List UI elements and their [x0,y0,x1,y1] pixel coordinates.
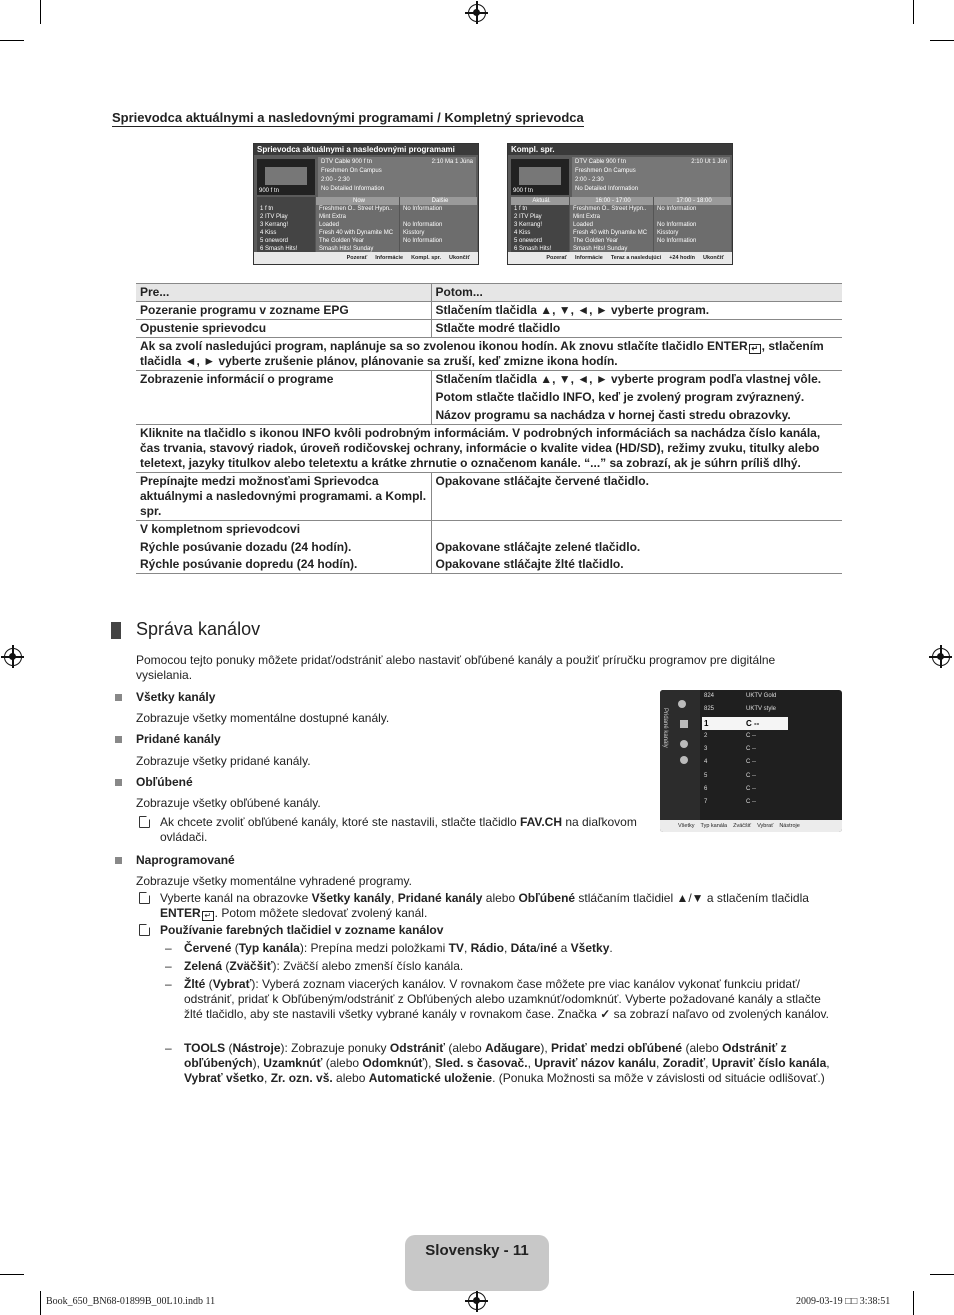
note-icon [139,924,150,936]
epg-row[interactable]: 1 f tn Freshmen O.. Street Hypn.. No Information [511,205,731,213]
dash: – [165,977,172,991]
side-label: Pridané kanály [662,708,668,748]
table-cell: Stlačením tlačidla ▲, ▼, ◄, ► vyberte program podľa vlastnej vôle. Potom stlačte tlačidlo INFO, keď je zvolený program zvýraznený. Názov programu sa nachádza v hornej časti stredu obrazovky. [431,371,842,425]
bullet-square [115,736,122,743]
footer-watch[interactable]: Pozerať [346,255,368,261]
note-select-channel: Vyberte kanál na obrazovke Všetky kanály, Pridané kanály alebo Obľúbené stláčaním tlačidiel ▲/▼ a stlačením tlačidla ENTER ↵ . Potom môžete sledovať zvolený kanál. [160,891,809,920]
list-item[interactable]: 4 C -- [704,759,756,766]
epg-grid [511,197,731,253]
info-title: Freshmen On Campus [321,168,382,174]
note-icon [139,816,150,828]
footer-tools[interactable]: Nástroje [779,823,800,829]
thumb-label: 900 f tn [259,188,280,194]
info-hours: 2:00 - 2:30 [575,177,604,183]
list-item-selected[interactable]: 1 C -- [702,717,788,730]
enter-icon: ↵ [202,911,214,921]
note-icon [139,892,150,904]
bullet-tools: TOOLS (Nástroje): Zobrazuje ponuky Odstrániť (alebo Adăugare), Pridať medzi obľúbené (alebo Odstrániť z obľúbených), Uzamknúť (alebo Odomknúť), Sled. s časovač., Upraviť názov kanálu, Zoradiť, Upraviť číslo kanála, Vybrať všetko, Zr. ozn. vš. alebo Automatické uloženie. (Ponuka Možnosti sa môže v závislosti od situácie odlišovať.) [184,1041,830,1085]
list-item[interactable]: 3 C -- [704,746,756,753]
thumb-label: 900 f tn [513,188,534,194]
table-cell: Zobrazenie informácií o programe [136,371,431,425]
footer-full-guide[interactable]: Kompl. spr. [411,255,442,261]
dash: – [165,941,172,955]
add-icon [680,720,688,728]
clock-icon [680,756,688,764]
footer-timestamp: 2009-03-19 □□ 3:38:51 [796,1296,891,1307]
section-title: Sprievodca aktuálnymi a nasledovnými programami / Kompletný sprievodca [112,110,584,125]
list-item[interactable]: 5 C -- [704,772,756,779]
channel-list [702,690,842,810]
bullet-square [115,857,122,864]
epg-row[interactable]: 6 Smash Hits! Smash Hits! Sunday [511,245,731,253]
epg-row[interactable]: 1 f tn Freshmen O.. Street Hypn.. No Information [257,205,477,213]
item-all-desc: Zobrazuje všetky momentálne dostupné kanály. [136,711,390,725]
bullet-yellow: Žlté (Vybrať): Vyberá zoznam viacerých kanálov. V rovnakom čase môžete pre viac kanálov vykonať funkciu pridať/ odstrániť, pridať k Obľúbeným/odstrániť z Obľúbených alebo uzamknúť/odomknúť. Vyberte požadované kanály a stlačte žlté tlačidlo, aby ste nastavili všetky vybrané kanály v rovnakom čase. Značka ✓ sa zobrazí naľavo od zvolených kanálov. [184,977,829,1021]
dash: – [165,959,172,973]
list-item[interactable]: 825 UKTV style [704,706,777,713]
channel-list-screen [660,690,842,832]
registration-mark-left [4,648,22,666]
all-channels-icon [678,700,686,708]
table-cell: Stlačte modré tlačidlo [431,320,842,338]
table-cell: Prepínajte medzi možnosťami Sprievodca aktuálnymi a nasledovnými programami. a Kompl. spr. [136,473,431,521]
table-head-left: Pre... [136,284,431,302]
epg-screen-title: Kompl. spr. [508,144,732,155]
info-title: Freshmen On Campus [575,168,636,174]
table-span-note: Kliknite na tlačidlo s ikonou INFO kvôli podrobným informáciám. V podrobných informáciách sa nachádza číslo kanála, čas trvania, stavový riadok, úroveň rodičovskej ochrany, informácie o kvalite videa (HD/SD), režimy zvuku, titulky alebo teletext, jazyky titulkov alebo teletextu a krátke zhrnutie o označenom kanále. “...” sa zobrazí, ak je súhrn príliš dlhý. [136,425,842,473]
table-cell: Pozeranie programu v zozname EPG [136,302,431,320]
footer-file-info: Book_650_BN68-01899B_00L10.indb 11 [46,1296,216,1307]
col-current: Aktuál. [511,197,569,205]
footer-exit[interactable]: Ukončiť [703,255,724,261]
footer-type[interactable]: Typ kanála [700,823,728,829]
table-cell: V kompletnom sprievodcovi Rýchle posúvanie dozadu (24 hodín). Rýchle posúvanie dopredu (24 hodín). [136,521,431,574]
info-channel: DTV Cable 900 f tn [321,159,373,165]
epg-footer [254,252,478,264]
info-detail: No Detailed Information [321,186,385,192]
bullet-square [115,694,122,701]
note-color-buttons: Používanie farebných tlačidiel v zozname kanálov [160,923,444,937]
guide-table [136,283,842,574]
epg-row[interactable]: 4 Kiss Fresh 40 with Dynamite MC Kisstory [257,229,477,237]
bullet-green: Zelená (Zväčšiť): Zväčší alebo zmenší číslo kanála. [184,959,464,973]
item-prog-desc: Zobrazuje všetky momentálne vyhradené programy. [136,874,412,888]
info-time: 2:10 Ut 1 Jún [691,159,727,165]
item-added-desc: Zobrazuje všetky pridané kanály. [136,754,311,768]
list-item[interactable]: 7 C -- [704,799,756,806]
page-label: Slovensky - 11 [405,1235,549,1291]
epg-row[interactable]: 2 ITV Play Mint Extra [511,213,731,221]
footer-all[interactable]: Všetky [678,823,695,829]
table-span-note: Ak sa zvolí nasledujúci program, naplánuje sa so zvolenou ikonou hodín. Ak znovu stlačíte tlačidlo ENTER ↵ , stlačením tlačidla ◄, ► vyberte zrušenie plánov, plánovanie sa zruší, keď zmizne ikona hodín. [136,338,842,371]
footer-info[interactable]: Informácie [575,255,603,261]
info-hours: 2:00 - 2:30 [321,177,350,183]
epg-screen-now-next [253,143,479,265]
info-time: 2:10 Ma 1 Júna [431,159,473,165]
registration-mark-top [468,4,486,22]
col-next: Ďalšie [399,197,477,205]
footer-zoom[interactable]: Zväčšiť [733,823,752,829]
info-channel: DTV Cable 900 f tn [575,159,627,165]
channel-side-panel [660,690,700,820]
footer-watch[interactable]: Pozerať [546,255,568,261]
col-slot-1: 16:00 - 17:00 [569,197,653,205]
registration-mark-bottom [468,1292,486,1310]
list-item[interactable]: 6 C -- [704,786,756,793]
registration-mark-right [932,648,950,666]
bullet-red: Červené (Typ kanála): Prepína medzi položkami TV, Rádio, Dáta/iné a Všetky. [184,941,613,955]
preview-thumbnail [511,159,569,195]
epg-footer [508,252,732,264]
channel-footer [660,820,842,832]
intro-text: Pomocou tejto ponuky môžete pridať/odstrániť alebo nastaviť obľúbené kanály a použiť príručku programov pre digitálne vysielania. [136,653,776,682]
list-item[interactable]: 824 UKTV Gold [704,693,777,699]
epg-row[interactable]: 6 Smash Hits! Smash Hits! Sunday [257,245,477,253]
item-all-title: Všetky kanály [136,690,216,704]
table-cell: Stlačením tlačidla ▲, ▼, ◄, ► vyberte program. [431,302,842,320]
epg-row[interactable]: 2 ITV Play Mint Extra [257,213,477,221]
item-added-title: Pridané kanály [136,732,221,746]
footer-now-next[interactable]: Teraz a nasledujúci [610,255,662,261]
footer-info[interactable]: Informácie [375,255,404,261]
epg-row[interactable]: 3 Kerrang! Loaded No Information [257,221,477,229]
item-fav-title: Obľúbené [136,775,193,789]
item-fav-note: Ak chcete zvoliť obľúbené kanály, ktoré ste nastavili, stlačte tlačidlo FAV.CH na diaľkovom ovládači. [160,815,637,844]
enter-icon: ↵ [749,344,761,354]
footer-plus-24[interactable]: +24 hodín [669,255,696,261]
preview-thumbnail [257,159,315,195]
bullet-square [115,779,122,786]
table-head-right: Potom... [431,284,842,302]
program-info [572,157,730,197]
item-prog-title: Naprogramované [136,853,235,867]
col-slot-2: 17:00 - 18:00 [653,197,731,205]
item-fav-desc: Zobrazuje všetky obľúbené kanály. [136,796,321,810]
epg-grid [257,197,477,253]
table-cell: Opustenie sprievodcu [136,320,431,338]
dash: – [165,1041,172,1055]
footer-select[interactable]: Vybrať [757,823,774,829]
epg-screen-full-guide [507,143,733,265]
table-cell: Opakovane stláčajte červené tlačidlo. [431,473,842,521]
epg-row[interactable]: 4 Kiss Fresh 40 with Dynamite MC Kisstory [511,229,731,237]
epg-row[interactable]: 5 oneword The Golden Year No Information [257,237,477,245]
channel-manager-heading: Správa kanálov [112,619,260,640]
epg-row[interactable]: 3 Kerrang! Loaded No Information [511,221,731,229]
epg-screen-title: Sprievodca aktuálnymi a nasledovnými programami [254,144,478,155]
checkmark-icon: ✓ [600,1007,611,1021]
info-detail: No Detailed Information [575,186,639,192]
table-cell: Opakovane stláčajte zelené tlačidlo. Opakovane stláčajte žlté tlačidlo. [431,521,842,574]
program-info [318,157,476,197]
list-item[interactable]: 2 C -- [704,732,756,739]
heart-icon [680,740,688,748]
col-now: Now [315,197,399,205]
epg-row[interactable]: 5 oneword The Golden Year No Information [511,237,731,245]
footer-exit[interactable]: Ukončiť [449,255,470,261]
